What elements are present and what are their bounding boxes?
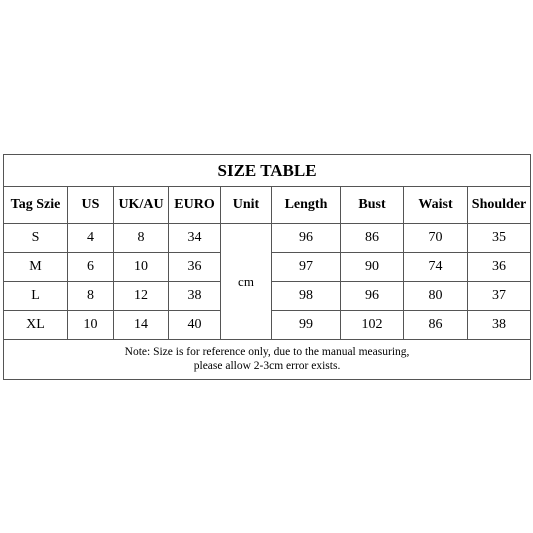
note-line-1: Note: Size is for reference only, due to the manual measuring,: [124, 346, 410, 359]
cell-euro: 34: [169, 224, 221, 253]
cell-euro: 40: [169, 311, 221, 340]
cell-bust: 96: [341, 282, 404, 311]
cell-shoulder: 35: [468, 224, 531, 253]
cell-shoulder: 38: [468, 311, 531, 340]
cell-length: 99: [272, 311, 341, 340]
table-title: SIZE TABLE: [4, 155, 531, 187]
note-line-2: please allow 2-3cm error exists.: [193, 359, 341, 372]
cell-length: 98: [272, 282, 341, 311]
header-shoulder: Shoulder: [468, 187, 531, 224]
cell-bust: 90: [341, 253, 404, 282]
cell-uk-au: 10: [114, 253, 169, 282]
cell-us: 6: [68, 253, 114, 282]
cell-bust: 102: [341, 311, 404, 340]
header-bust: Bust: [341, 187, 404, 224]
cell-uk-au: 14: [114, 311, 169, 340]
header-unit: Unit: [221, 187, 272, 224]
cell-waist: 74: [404, 253, 468, 282]
cell-bust: 86: [341, 224, 404, 253]
note-row: [4, 340, 531, 380]
cell-us: 8: [68, 282, 114, 311]
cell-tag: L: [4, 282, 68, 311]
size-note: [4, 340, 531, 380]
title-row: [4, 155, 531, 187]
cell-uk-au: 12: [114, 282, 169, 311]
cell-tag: M: [4, 253, 68, 282]
cell-uk-au: 8: [114, 224, 169, 253]
cell-shoulder: 36: [468, 253, 531, 282]
cell-tag: XL: [4, 311, 68, 340]
cell-length: 96: [272, 224, 341, 253]
table-row: [4, 224, 531, 253]
cell-waist: 86: [404, 311, 468, 340]
header-waist: Waist: [404, 187, 468, 224]
cell-length: 97: [272, 253, 341, 282]
cell-unit: cm: [221, 224, 272, 340]
header-length: Length: [272, 187, 341, 224]
cell-waist: 80: [404, 282, 468, 311]
size-table: [3, 154, 531, 380]
cell-euro: 36: [169, 253, 221, 282]
header-euro: EURO: [169, 187, 221, 224]
header-row: [4, 187, 531, 224]
header-uk-au: UK/AU: [114, 187, 169, 224]
cell-waist: 70: [404, 224, 468, 253]
cell-us: 10: [68, 311, 114, 340]
header-tag-size: Tag Szie: [4, 187, 68, 224]
cell-tag: S: [4, 224, 68, 253]
header-us: US: [68, 187, 114, 224]
cell-us: 4: [68, 224, 114, 253]
cell-euro: 38: [169, 282, 221, 311]
cell-shoulder: 37: [468, 282, 531, 311]
